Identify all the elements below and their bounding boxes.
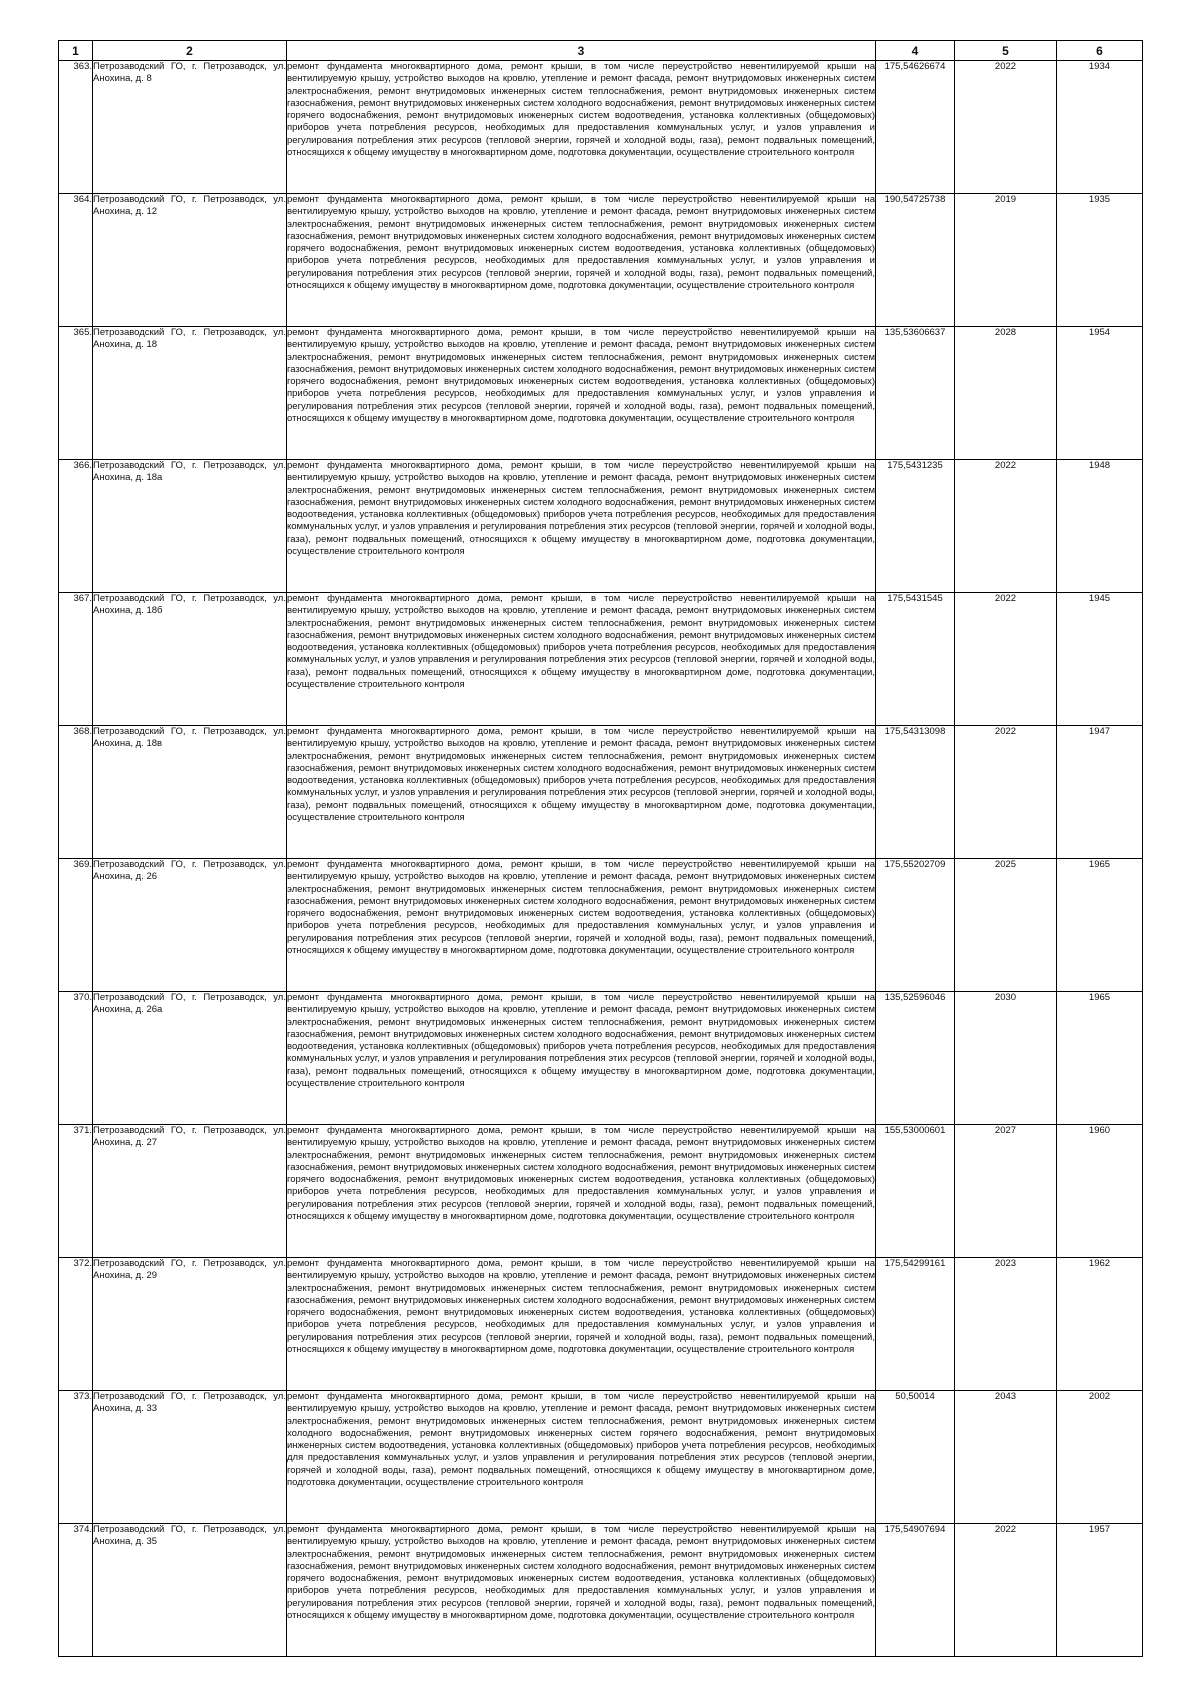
repair-works: ремонт фундамента многоквартирного дома, ремонт крыши, в том числе переустройство невентилируемой крыши на вентилируемую крышу, устройство выходов на кровлю, утепление и ремонт фасада, ремонт внутридомовых инженерных систем электроснабжения, ремонт внутридомовых инженерных систем теплоснабжения, ремонт внутридомовых инженерных систем газоснабжения, ремонт внутридомовых инженерных систем холодного водоснабжения, ремонт внутридомовых инженерных систем водоотведения, установка коллективных (общедомовых) приборов учета потребления ресурсов, необходимых для предоставления коммунальных услуг, и узлов управления и регулирования потребления этих ресурсов (тепловой энергии, горячей и холодной воды, газа), ремонт подвальных помещений, относящихся к общему имуществу в многоквартирном доме, подготовка документации, осуществление строительного контроля xyxy=(287,460,876,593)
repair-works: ремонт фундамента многоквартирного дома, ремонт крыши, в том числе переустройство невентилируемой крыши на вентилируемую крышу, устройство выходов на кровлю, утепление и ремонт фасада, ремонт внутридомовых инженерных систем электроснабжения, ремонт внутридомовых инженерных систем теплоснабжения, ремонт внутридомовых инженерных систем газоснабжения, ремонт внутридомовых инженерных систем холодного водоснабжения, ремонт внутридомовых инженерных систем горячего водоснабжения, ремонт внутридомовых инженерных систем водоотведения, установка коллективных (общедомовых) приборов учета потребления ресурсов, необходимых для предоставления коммунальных услуг, и узлов управления и регулирования потребления этих ресурсов (тепловой энергии, горячей и холодной воды, газа), ремонт подвальных помещений, относящихся к общему имуществу в многоквартирном доме, подготовка документации, осуществление строительного контроля xyxy=(287,859,876,992)
column-header-6: 6 xyxy=(1057,41,1143,61)
table-row xyxy=(59,194,1143,327)
table-row xyxy=(59,1391,1143,1524)
house-address: Петрозаводский ГО, г. Петрозаводск, ул. Анохина, д. 29 xyxy=(93,1258,287,1391)
house-address: Петрозаводский ГО, г. Петрозаводск, ул. Анохина, д. 8 xyxy=(93,61,287,194)
row-number: 368. xyxy=(59,726,93,859)
house-address: Петрозаводский ГО, г. Петрозаводск, ул. Анохина, д. 18в xyxy=(93,726,287,859)
house-address: Петрозаводский ГО, г. Петрозаводск, ул. Анохина, д. 26а xyxy=(93,992,287,1125)
table-body xyxy=(59,61,1143,1657)
column-header-3: 3 xyxy=(287,41,876,61)
header-row xyxy=(59,41,1143,61)
construction-year: 2002 xyxy=(1057,1391,1143,1524)
repair-works: ремонт фундамента многоквартирного дома, ремонт крыши, в том числе переустройство невентилируемой крыши на вентилируемую крышу, устройство выходов на кровлю, утепление и ремонт фасада, ремонт внутридомовых инженерных систем электроснабжения, ремонт внутридомовых инженерных систем теплоснабжения, ремонт внутридомовых инженерных систем газоснабжения, ремонт внутридомовых инженерных систем холодного водоснабжения, ремонт внутридомовых инженерных систем горячего водоснабжения, ремонт внутридомовых инженерных систем водоотведения, установка коллективных (общедомовых) приборов учета потребления ресурсов, необходимых для предоставления коммунальных услуг, и узлов управления и регулирования потребления этих ресурсов (тепловой энергии, горячей и холодной воды, газа), ремонт подвальных помещений, относящихся к общему имуществу в многоквартирном доме, подготовка документации, осуществление строительного контроля xyxy=(287,1258,876,1391)
house-address: Петрозаводский ГО, г. Петрозаводск, ул. Анохина, д. 35 xyxy=(93,1524,287,1657)
cost-value: 155,53000601 xyxy=(876,1125,955,1258)
cost-value: 175,55202709 xyxy=(876,859,955,992)
row-number: 363. xyxy=(59,61,93,194)
construction-year: 1965 xyxy=(1057,859,1143,992)
table-row xyxy=(59,460,1143,593)
planned-year: 2028 xyxy=(955,327,1057,460)
repair-works: ремонт фундамента многоквартирного дома, ремонт крыши, в том числе переустройство невентилируемой крыши на вентилируемую крышу, устройство выходов на кровлю, утепление и ремонт фасада, ремонт внутридомовых инженерных систем электроснабжения, ремонт внутридомовых инженерных систем теплоснабжения, ремонт внутридомовых инженерных систем холодного водоснабжения, ремонт внутридомовых инженерных систем горячего водоснабжения, ремонт внутридомовых инженерных систем водоотведения, установка коллективных (общедомовых) приборов учета потребления ресурсов, необходимых для предоставления коммунальных услуг, и узлов управления и регулирования потребления этих ресурсов (тепловой энергии, горячей и холодной воды, газа), ремонт подвальных помещений, относящихся к общему имуществу в многоквартирном доме, подготовка документации, осуществление строительного контроля xyxy=(287,1391,876,1524)
house-address: Петрозаводский ГО, г. Петрозаводск, ул. Анохина, д. 33 xyxy=(93,1391,287,1524)
column-header-5: 5 xyxy=(955,41,1057,61)
cost-value: 175,54626674 xyxy=(876,61,955,194)
cost-value: 175,54907694 xyxy=(876,1524,955,1657)
cost-value: 175,54313098 xyxy=(876,726,955,859)
table-row xyxy=(59,593,1143,726)
cost-value: 190,54725738 xyxy=(876,194,955,327)
planned-year: 2027 xyxy=(955,1125,1057,1258)
house-address: Петрозаводский ГО, г. Петрозаводск, ул. Анохина, д. 26 xyxy=(93,859,287,992)
repair-works: ремонт фундамента многоквартирного дома, ремонт крыши, в том числе переустройство невентилируемой крыши на вентилируемую крышу, устройство выходов на кровлю, утепление и ремонт фасада, ремонт внутридомовых инженерных систем электроснабжения, ремонт внутридомовых инженерных систем теплоснабжения, ремонт внутридомовых инженерных систем газоснабжения, ремонт внутридомовых инженерных систем холодного водоснабжения, ремонт внутридомовых инженерных систем горячего водоснабжения, ремонт внутридомовых инженерных систем водоотведения, установка коллективных (общедомовых) приборов учета потребления ресурсов, необходимых для предоставления коммунальных услуг, и узлов управления и регулирования потребления этих ресурсов (тепловой энергии, горячей и холодной воды, газа), ремонт подвальных помещений, относящихся к общему имуществу в многоквартирном доме, подготовка документации, осуществление строительного контроля xyxy=(287,61,876,194)
cost-value: 50,50014 xyxy=(876,1391,955,1524)
column-header-1: 1 xyxy=(59,41,93,61)
construction-year: 1957 xyxy=(1057,1524,1143,1657)
cost-value: 135,53606637 xyxy=(876,327,955,460)
row-number: 371. xyxy=(59,1125,93,1258)
table-row xyxy=(59,61,1143,194)
cost-value: 175,5431545 xyxy=(876,593,955,726)
planned-year: 2019 xyxy=(955,194,1057,327)
cost-value: 135,52596046 xyxy=(876,992,955,1125)
repair-works: ремонт фундамента многоквартирного дома, ремонт крыши, в том числе переустройство невентилируемой крыши на вентилируемую крышу, устройство выходов на кровлю, утепление и ремонт фасада, ремонт внутридомовых инженерных систем электроснабжения, ремонт внутридомовых инженерных систем теплоснабжения, ремонт внутридомовых инженерных систем газоснабжения, ремонт внутридомовых инженерных систем холодного водоснабжения, ремонт внутридомовых инженерных систем водоотведения, установка коллективных (общедомовых) приборов учета потребления ресурсов, необходимых для предоставления коммунальных услуг, и узлов управления и регулирования потребления этих ресурсов (тепловой энергии, горячей и холодной воды, газа), ремонт подвальных помещений, относящихся к общему имуществу в многоквартирном доме, подготовка документации, осуществление строительного контроля xyxy=(287,726,876,859)
construction-year: 1935 xyxy=(1057,194,1143,327)
row-number: 370. xyxy=(59,992,93,1125)
planned-year: 2022 xyxy=(955,460,1057,593)
registry-table xyxy=(58,40,1143,1657)
construction-year: 1947 xyxy=(1057,726,1143,859)
planned-year: 2025 xyxy=(955,859,1057,992)
table-row xyxy=(59,1258,1143,1391)
repair-works: ремонт фундамента многоквартирного дома, ремонт крыши, в том числе переустройство невентилируемой крыши на вентилируемую крышу, устройство выходов на кровлю, утепление и ремонт фасада, ремонт внутридомовых инженерных систем электроснабжения, ремонт внутридомовых инженерных систем теплоснабжения, ремонт внутридомовых инженерных систем газоснабжения, ремонт внутридомовых инженерных систем холодного водоснабжения, ремонт внутридомовых инженерных систем водоотведения, установка коллективных (общедомовых) приборов учета потребления ресурсов, необходимых для предоставления коммунальных услуг, и узлов управления и регулирования потребления этих ресурсов (тепловой энергии, горячей и холодной воды, газа), ремонт подвальных помещений, относящихся к общему имуществу в многоквартирном доме, подготовка документации, осуществление строительного контроля xyxy=(287,992,876,1125)
construction-year: 1934 xyxy=(1057,61,1143,194)
repair-works: ремонт фундамента многоквартирного дома, ремонт крыши, в том числе переустройство невентилируемой крыши на вентилируемую крышу, устройство выходов на кровлю, утепление и ремонт фасада, ремонт внутридомовых инженерных систем электроснабжения, ремонт внутридомовых инженерных систем теплоснабжения, ремонт внутридомовых инженерных систем газоснабжения, ремонт внутридомовых инженерных систем холодного водоснабжения, ремонт внутридомовых инженерных систем горячего водоснабжения, ремонт внутридомовых инженерных систем водоотведения, установка коллективных (общедомовых) приборов учета потребления ресурсов, необходимых для предоставления коммунальных услуг, и узлов управления и регулирования потребления этих ресурсов (тепловой энергии, горячей и холодной воды, газа), ремонт подвальных помещений, относящихся к общему имуществу в многоквартирном доме, подготовка документации, осуществление строительного контроля xyxy=(287,194,876,327)
row-number: 369. xyxy=(59,859,93,992)
house-address: Петрозаводский ГО, г. Петрозаводск, ул. Анохина, д. 18б xyxy=(93,593,287,726)
planned-year: 2022 xyxy=(955,1524,1057,1657)
row-number: 372. xyxy=(59,1258,93,1391)
table-header xyxy=(59,41,1143,61)
construction-year: 1962 xyxy=(1057,1258,1143,1391)
repair-works: ремонт фундамента многоквартирного дома, ремонт крыши, в том числе переустройство невентилируемой крыши на вентилируемую крышу, устройство выходов на кровлю, утепление и ремонт фасада, ремонт внутридомовых инженерных систем электроснабжения, ремонт внутридомовых инженерных систем теплоснабжения, ремонт внутридомовых инженерных систем газоснабжения, ремонт внутридомовых инженерных систем холодного водоснабжения, ремонт внутридомовых инженерных систем водоотведения, установка коллективных (общедомовых) приборов учета потребления ресурсов, необходимых для предоставления коммунальных услуг, и узлов управления и регулирования потребления этих ресурсов (тепловой энергии, горячей и холодной воды, газа), ремонт подвальных помещений, относящихся к общему имуществу в многоквартирном доме, подготовка документации, осуществление строительного контроля xyxy=(287,593,876,726)
house-address: Петрозаводский ГО, г. Петрозаводск, ул. Анохина, д. 12 xyxy=(93,194,287,327)
table-row xyxy=(59,859,1143,992)
table-row xyxy=(59,1524,1143,1657)
house-address: Петрозаводский ГО, г. Петрозаводск, ул. Анохина, д. 18 xyxy=(93,327,287,460)
construction-year: 1960 xyxy=(1057,1125,1143,1258)
table-row xyxy=(59,726,1143,859)
construction-year: 1948 xyxy=(1057,460,1143,593)
planned-year: 2022 xyxy=(955,593,1057,726)
planned-year: 2023 xyxy=(955,1258,1057,1391)
planned-year: 2043 xyxy=(955,1391,1057,1524)
row-number: 373. xyxy=(59,1391,93,1524)
cost-value: 175,54299161 xyxy=(876,1258,955,1391)
construction-year: 1954 xyxy=(1057,327,1143,460)
planned-year: 2022 xyxy=(955,61,1057,194)
table-row xyxy=(59,1125,1143,1258)
row-number: 364. xyxy=(59,194,93,327)
construction-year: 1945 xyxy=(1057,593,1143,726)
table-row xyxy=(59,992,1143,1125)
row-number: 374. xyxy=(59,1524,93,1657)
table-row xyxy=(59,327,1143,460)
planned-year: 2022 xyxy=(955,726,1057,859)
house-address: Петрозаводский ГО, г. Петрозаводск, ул. Анохина, д. 18а xyxy=(93,460,287,593)
row-number: 366. xyxy=(59,460,93,593)
column-header-4: 4 xyxy=(876,41,955,61)
repair-works: ремонт фундамента многоквартирного дома, ремонт крыши, в том числе переустройство невентилируемой крыши на вентилируемую крышу, устройство выходов на кровлю, утепление и ремонт фасада, ремонт внутридомовых инженерных систем электроснабжения, ремонт внутридомовых инженерных систем теплоснабжения, ремонт внутридомовых инженерных систем газоснабжения, ремонт внутридомовых инженерных систем холодного водоснабжения, ремонт внутридомовых инженерных систем горячего водоснабжения, ремонт внутридомовых инженерных систем водоотведения, установка коллективных (общедомовых) приборов учета потребления ресурсов, необходимых для предоставления коммунальных услуг, и узлов управления и регулирования потребления этих ресурсов (тепловой энергии, горячей и холодной воды, газа), ремонт подвальных помещений, относящихся к общему имуществу в многоквартирном доме, подготовка документации, осуществление строительного контроля xyxy=(287,1524,876,1657)
repair-works: ремонт фундамента многоквартирного дома, ремонт крыши, в том числе переустройство невентилируемой крыши на вентилируемую крышу, устройство выходов на кровлю, утепление и ремонт фасада, ремонт внутридомовых инженерных систем электроснабжения, ремонт внутридомовых инженерных систем теплоснабжения, ремонт внутридомовых инженерных систем газоснабжения, ремонт внутридомовых инженерных систем холодного водоснабжения, ремонт внутридомовых инженерных систем горячего водоснабжения, ремонт внутридомовых инженерных систем водоотведения, установка коллективных (общедомовых) приборов учета потребления ресурсов, необходимых для предоставления коммунальных услуг, и узлов управления и регулирования потребления этих ресурсов (тепловой энергии, горячей и холодной воды, газа), ремонт подвальных помещений, относящихся к общему имуществу в многоквартирном доме, подготовка документации, осуществление строительного контроля xyxy=(287,327,876,460)
construction-year: 1965 xyxy=(1057,992,1143,1125)
row-number: 365. xyxy=(59,327,93,460)
column-header-2: 2 xyxy=(93,41,287,61)
row-number: 367. xyxy=(59,593,93,726)
repair-works: ремонт фундамента многоквартирного дома, ремонт крыши, в том числе переустройство невентилируемой крыши на вентилируемую крышу, устройство выходов на кровлю, утепление и ремонт фасада, ремонт внутридомовых инженерных систем электроснабжения, ремонт внутридомовых инженерных систем теплоснабжения, ремонт внутридомовых инженерных систем газоснабжения, ремонт внутридомовых инженерных систем холодного водоснабжения, ремонт внутридомовых инженерных систем горячего водоснабжения, ремонт внутридомовых инженерных систем водоотведения, установка коллективных (общедомовых) приборов учета потребления ресурсов, необходимых для предоставления коммунальных услуг, и узлов управления и регулирования потребления этих ресурсов (тепловой энергии, горячей и холодной воды, газа), ремонт подвальных помещений, относящихся к общему имуществу в многоквартирном доме, подготовка документации, осуществление строительного контроля xyxy=(287,1125,876,1258)
planned-year: 2030 xyxy=(955,992,1057,1125)
house-address: Петрозаводский ГО, г. Петрозаводск, ул. Анохина, д. 27 xyxy=(93,1125,287,1258)
cost-value: 175,5431235 xyxy=(876,460,955,593)
